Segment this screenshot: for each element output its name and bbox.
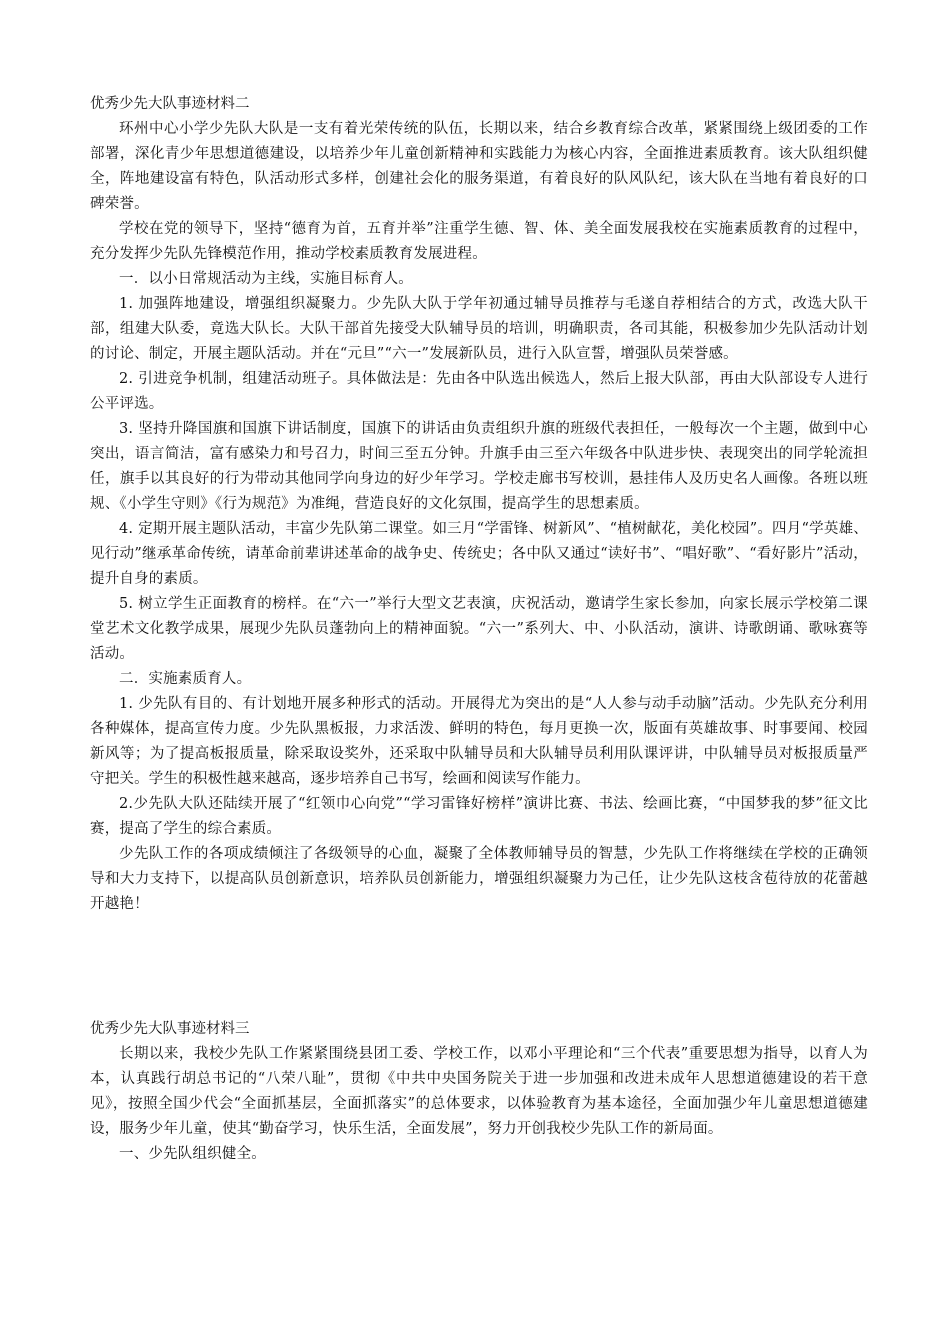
doc1-paragraph: 2.少先队大队还陆续开展了“红领巾心向党”“学习雷锋好榜样”演讲比赛、书法、绘画比赛，“中国梦我的梦”征文比赛，提高了学生的综合素质。 — [90, 796, 868, 837]
document-page — [90, 92, 868, 1167]
doc1-paragraph: 1. 加强阵地建设，增强组织凝聚力。少先队大队于学年初通过辅导员推荐与毛遂自荐相结合的方式，改选大队干部，组建大队委，竟选大队长。大队干部首先接受大队辅导员的培训，明确职责，各司其能，积极参加少先队活动计划的讨论、制定，开展主题队活动。并在“元旦”“六一”发展新队员，进行入队宣誓，增强队员荣誉感。 — [90, 296, 868, 362]
doc2-section-heading: 一、少先队组织健全。 — [119, 1146, 266, 1162]
doc2-title: 优秀少先大队事迹材料三 — [90, 1021, 250, 1037]
doc1-paragraph: 环州中心小学少先队大队是一支有着光荣传统的队伍，长期以来，结合乡教育综合改革，紧紧围绕上级团委的工作部署，深化青少年思想道德建设，以培养少年儿童创新精神和实践能力为核心内容，全面推进素质教育。该大队组织健全，阵地建设富有特色，队活动形式多样，创建社会化的服务渠道，有着良好的队风队纪，该大队在当地有着良好的口碑荣誉。 — [90, 121, 868, 212]
doc1-title: 优秀少先大队事迹材料二 — [90, 96, 250, 112]
doc1-paragraph: 5. 树立学生正面教育的榜样。在“六一”举行大型文艺表演，庆祝活动，邀请学生家长参加，向家长展示学校第二课堂艺术文化教学成果，展现少先队员蓬勃向上的精神面貌。“六一”系列大、中、小队活动，演讲、诗歌朗诵、歌咏赛等活动。 — [90, 596, 868, 662]
doc1-paragraph: 少先队工作的各项成绩倾注了各级领导的心血，凝聚了全体教师辅导员的智慧，少先队工作将继续在学校的正确领导和大力支持下，以提高队员创新意识，培养队员创新能力，增强组织凝聚力为己任，让少先队这枝含苞待放的花蕾越开越艳！ — [90, 846, 868, 912]
doc1-section-heading: 二．实施素质育人。 — [119, 671, 252, 687]
doc1-paragraph: 2. 引进竞争机制，组建活动班子。具体做法是：先由各中队选出候选人，然后上报大队部，再由大队部设专人进行公平评选。 — [90, 371, 868, 412]
doc1-paragraph: 1. 少先队有目的、有计划地开展多种形式的活动。开展得尤为突出的是“人人参与动手动脑”活动。少先队充分利用各种媒体，提高宣传力度。少先队黑板报，力求活泼、鲜明的特色，每月更换一次，版面有英雄故事、时事要闻、校园新风等；为了提高板报质量，除采取设奖外，还采取中队辅导员和大队辅导员利用队课评讲，中队辅导员对板报质量严守把关。学生的积极性越来越高，逐步培养自己书写，绘画和阅读写作能力。 — [90, 696, 868, 787]
doc2-paragraph: 长期以来，我校少先队工作紧紧围绕县团工委、学校工作，以邓小平理论和“三个代表”重要思想为指导，以育人为本，认真践行胡总书记的“八荣八耻”，贯彻《中共中央国务院关于进一步加强和改进未成年人思想道德建设的若干意见》，按照全国少代会“全面抓基层，全面抓落实”的总体要求，以体验教育为基本途径，全面加强少年儿童思想道德建设，服务少年儿童，使其“勤奋学习，快乐生活，全面发展”，努力开创我校少先队工作的新局面。 — [90, 1046, 868, 1137]
doc1-paragraph: 3. 坚持升降国旗和国旗下讲话制度，国旗下的讲话由负责组织升旗的班级代表担任，一般每次一个主题，做到中心突出，语言简洁，富有感染力和号召力，时间三至五分钟。升旗手由三至六年级各中队进步快、表现突出的同学轮流担任，旗手以其良好的行为带动其他同学向身边的好少年学习。学校走廊书写校训，悬挂伟人及历史名人画像。各班以班规、《小学生守则》《行为规范》为准绳，营造良好的文化氛围，提高学生的思想素质。 — [90, 421, 868, 512]
doc1-section-heading: 一．以小日常规活动为主线，实施目标育人。 — [119, 271, 413, 287]
doc1-paragraph: 4. 定期开展主题队活动，丰富少先队第二课堂。如三月“学雷锋、树新风”、“植树献花，美化校园”。四月“学英雄、见行动”继承革命传统，请革命前辈讲述革命的战争史、传统史；各中队又通过“读好书”、“唱好歌”、“看好影片”活动，提升自身的素质。 — [90, 521, 868, 587]
doc1-paragraph: 学校在党的领导下，坚持“德育为首，五育并举”注重学生德、智、体、美全面发展我校在实施素质教育的过程中，充分发挥少先队先锋模范作用，推动学校素质教育发展进程。 — [90, 221, 868, 262]
section-spacer — [90, 917, 868, 1017]
